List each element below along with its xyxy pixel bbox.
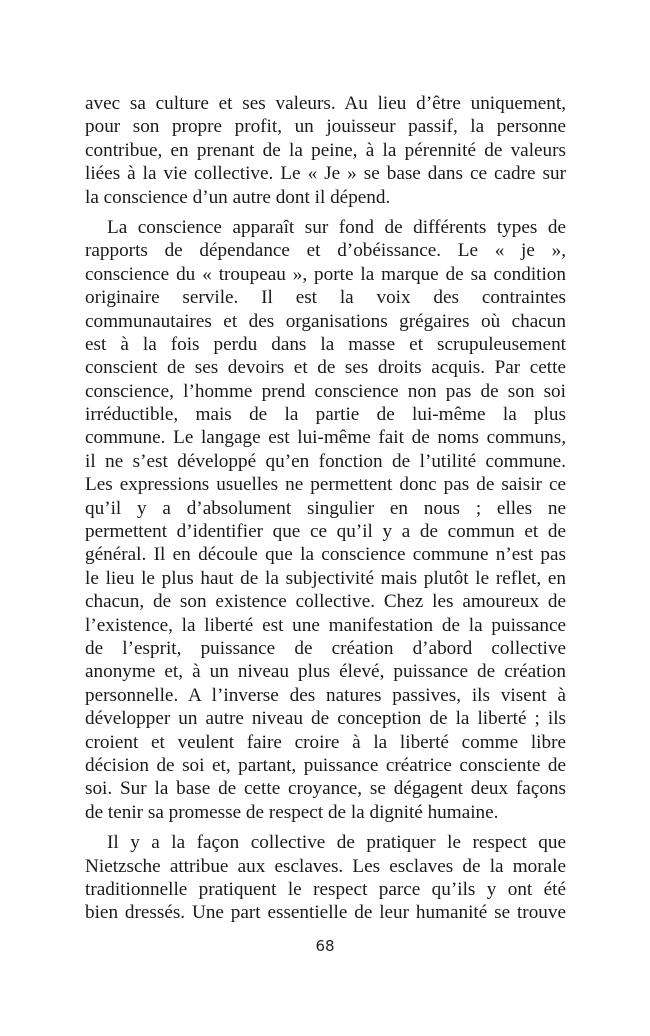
page-number: 68: [315, 937, 335, 955]
text-line: le lieu le plus haut de la subjectivité mais plutôt le reflet, en: [85, 567, 566, 589]
text-line: développer un autre niveau de conception de la liberté ; ils: [85, 708, 566, 730]
text-line: contribue, en prenant de la peine, à la pérennité de valeurs: [85, 139, 566, 161]
text-line: originaire servile. Il est la voix des contraintes: [85, 287, 566, 309]
text-line: Il y a la façon collective de pratiquer le respect que: [107, 832, 566, 854]
text-line: croient et veulent faire croire à la liberté comme libre: [85, 731, 566, 753]
text-line: l’existence, la liberté est une manifestation de la puissance: [85, 614, 566, 636]
text-line: décision de soi et, partant, puissance créatrice consciente de: [85, 754, 566, 776]
text-line: qu’il y a d’absolument singulier en nous ; elles ne: [85, 497, 566, 519]
text-line: irréductible, mais de la partie de lui-même la plus: [85, 404, 566, 426]
text-line: conscience, l’homme prend conscience non pas de son soi: [85, 380, 566, 402]
text-line: traditionnelle pratiquent le respect parce qu’ils y ont été: [85, 878, 566, 900]
text-line: pour son propre profit, un jouisseur passif, la personne: [85, 116, 566, 138]
paragraph: [85, 216, 566, 824]
text-line: chacun, de son existence collective. Chez les amoureux de: [85, 591, 566, 613]
text-line: Les expressions usuelles ne permettent donc pas de saisir ce: [85, 474, 566, 496]
text-line: bien dressés. Une part essentielle de leur humanité se trouve: [85, 902, 566, 924]
paragraph: [85, 831, 566, 925]
text-line: Nietzsche attribue aux esclaves. Les esclaves de la morale: [85, 855, 566, 877]
text-line: rapports de dépendance et d’obéissance. Le « je »,: [85, 240, 566, 262]
paragraph: [85, 92, 566, 209]
text-line: personnelle. A l’inverse des natures passives, ils visent à: [85, 684, 566, 706]
text-line: il ne s’est développé qu’en fonction de l’utilité commune.: [85, 450, 566, 472]
text-line: communautaires et des organisations grégaires où chacun: [85, 310, 566, 332]
text-line: la conscience d’un autre dont il dépend.: [85, 186, 391, 208]
text-line: de tenir sa promesse de respect de la dignité humaine.: [85, 801, 499, 823]
text-line: conscience du « troupeau », porte la marque de sa condition: [85, 263, 566, 285]
text-line: conscient de ses devoirs et de ses droits acquis. Par cette: [85, 357, 566, 379]
text-line: général. Il en découle que la conscience commune n’est pas: [85, 544, 566, 566]
text-line: permettent d’identifier que ce qu’il y a de commun et de: [85, 521, 566, 543]
text-line: La conscience apparaît sur fond de différents types de: [107, 216, 566, 238]
text-line: anonyme et, à un niveau plus élevé, puissance de création: [85, 661, 566, 683]
text-line: est à la fois perdu dans la masse et scrupuleusement: [85, 333, 566, 355]
body-text: [85, 92, 566, 932]
text-line: liées à la vie collective. Le « Je » se base dans ce cadre sur: [85, 163, 566, 185]
text-line: soi. Sur la base de cette croyance, se dégagent deux façons: [85, 778, 566, 800]
text-line: avec sa culture et ses valeurs. Au lieu d’être uniquement,: [85, 93, 566, 114]
text-line: de l’esprit, puissance de création d’abord collective: [85, 637, 566, 659]
text-line: commune. Le langage est lui-même fait de noms communs,: [85, 427, 566, 449]
